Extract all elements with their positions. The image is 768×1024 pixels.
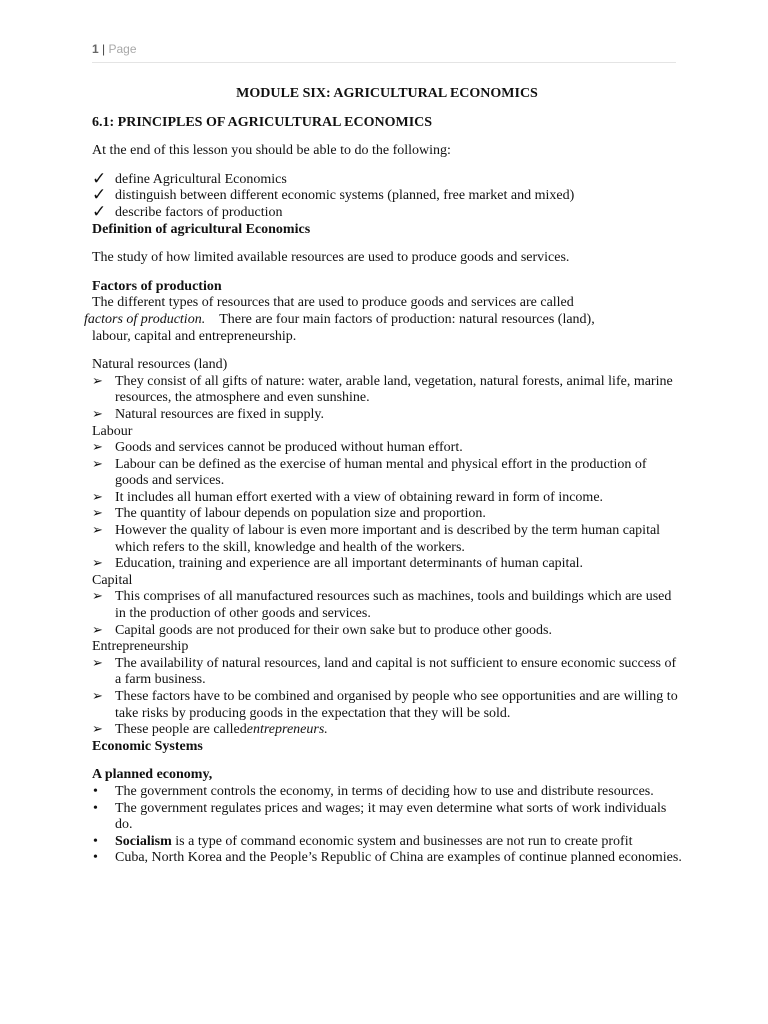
labour-label: Labour: [92, 423, 133, 439]
arrow-icon: ➢: [92, 722, 103, 738]
list-item: ✓ define Agricultural Economics: [92, 168, 287, 188]
definition-text: The study of how limited available resources are used to produce goods and services.: [92, 250, 570, 266]
bullet-icon: •: [93, 783, 98, 799]
objectives-list: [92, 168, 682, 222]
arrow-icon: ➢: [92, 506, 103, 522]
arrow-icon: ➢: [92, 589, 103, 605]
page-header: [92, 42, 676, 63]
bullet-icon: •: [93, 833, 98, 849]
definition-heading: Definition of agricultural Economics: [92, 221, 311, 237]
natural-resources-label: Natural resources (land): [92, 357, 228, 373]
list-item: ➢ Capital goods are not produced for their own sake but to produce other goods.: [92, 622, 553, 638]
list-item: ✓ describe factors of production: [92, 201, 283, 221]
list-item: ➢ Labour can be defined as the exercise of human mental and physical effort in the production of goods and services.: [92, 456, 647, 489]
header-separator: |: [102, 42, 106, 56]
arrow-icon: ➢: [92, 523, 103, 539]
list-item: ➢ It includes all human effort exerted with a view of obtaining reward in form of income.: [92, 489, 604, 505]
page-number: 1: [92, 42, 99, 56]
arrow-icon: ➢: [92, 689, 103, 704]
list-item: • The government controls the economy, in terms of deciding how to use and distribute resources.: [93, 783, 654, 799]
check-icon: ✓: [92, 168, 107, 188]
factors-paragraph: The different types of resources that are used to produce goods and services are called factors of production. There are four main factors of production: natural resources (land), labour, capital and entrepreneurship.: [84, 295, 595, 344]
list-item: ➢ These factors have to be combined and organised by people who see opportunities and are willing to take risks by producing goods in the expectation that they will be sold.: [92, 689, 678, 721]
intro-text: At the end of this lesson you should be able to do the following:: [92, 143, 451, 159]
list-item: ➢ Natural resources are fixed in supply.: [92, 406, 325, 422]
list-item: ➢ The availability of natural resources, land and capital is not sufficient to ensure economic success of a farm business.: [92, 655, 677, 688]
list-item: ➢ Goods and services cannot be produced without human effort.: [92, 440, 463, 456]
arrow-icon: ➢: [92, 622, 103, 638]
check-icon: ✓: [92, 201, 107, 221]
section-title: 6.1: PRINCIPLES OF AGRICULTURAL ECONOMICS: [92, 114, 433, 130]
entrepreneurship-label: Entrepreneurship: [92, 639, 189, 655]
arrow-icon: ➢: [92, 456, 103, 472]
arrow-icon: ➢: [92, 556, 103, 572]
list-item: ➢ Education, training and experience are all important determinants of human capital.: [92, 556, 584, 572]
arrow-icon: ➢: [92, 373, 103, 389]
arrow-icon: ➢: [92, 489, 103, 505]
list-item: ✓ distinguish between different economic systems (planned, free market and mixed): [92, 185, 575, 205]
list-item: • The government regulates prices and wages; it may even determine what sorts of work individuals do.: [93, 800, 667, 833]
list-item: • Cuba, North Korea and the People’s Republic of China are examples of continue planned economies.: [93, 850, 682, 866]
capital-label: Capital: [92, 572, 133, 588]
list-item: ➢ However the quality of labour is even more important and is described by the term human capital which refers to the skill, knowledge and health of the workers.: [92, 523, 661, 555]
arrow-icon: ➢: [92, 655, 103, 671]
list-item: • Socialism is a type of command economic system and businesses are not run to create profit: [93, 833, 633, 849]
document-body: [84, 86, 682, 867]
list-item: ➢ This comprises of all manufactured resources such as machines, tools and buildings which are used in the production of other goods and services.: [92, 589, 672, 622]
list-item: ➢ These people are calledentrepreneurs.: [92, 722, 328, 738]
economic-systems-heading: Economic Systems: [92, 738, 203, 754]
list-item: ➢ They consist of all gifts of nature: water, arable land, vegetation, natural forests, animal life, marine resources, the atmosphere and even sunshine.: [92, 373, 673, 406]
planned-economy-heading: A planned economy,: [92, 767, 213, 783]
check-icon: ✓: [92, 185, 107, 205]
list-item: ➢ The quantity of labour depends on population size and proportion.: [92, 506, 486, 522]
arrow-icon: ➢: [92, 406, 103, 422]
bullet-icon: •: [93, 850, 98, 866]
bullet-icon: •: [93, 800, 98, 816]
factors-heading: Factors of production: [92, 278, 222, 294]
page-label: Page: [108, 42, 137, 56]
module-title: MODULE SIX: AGRICULTURAL ECONOMICS: [236, 86, 538, 101]
arrow-icon: ➢: [92, 440, 103, 456]
